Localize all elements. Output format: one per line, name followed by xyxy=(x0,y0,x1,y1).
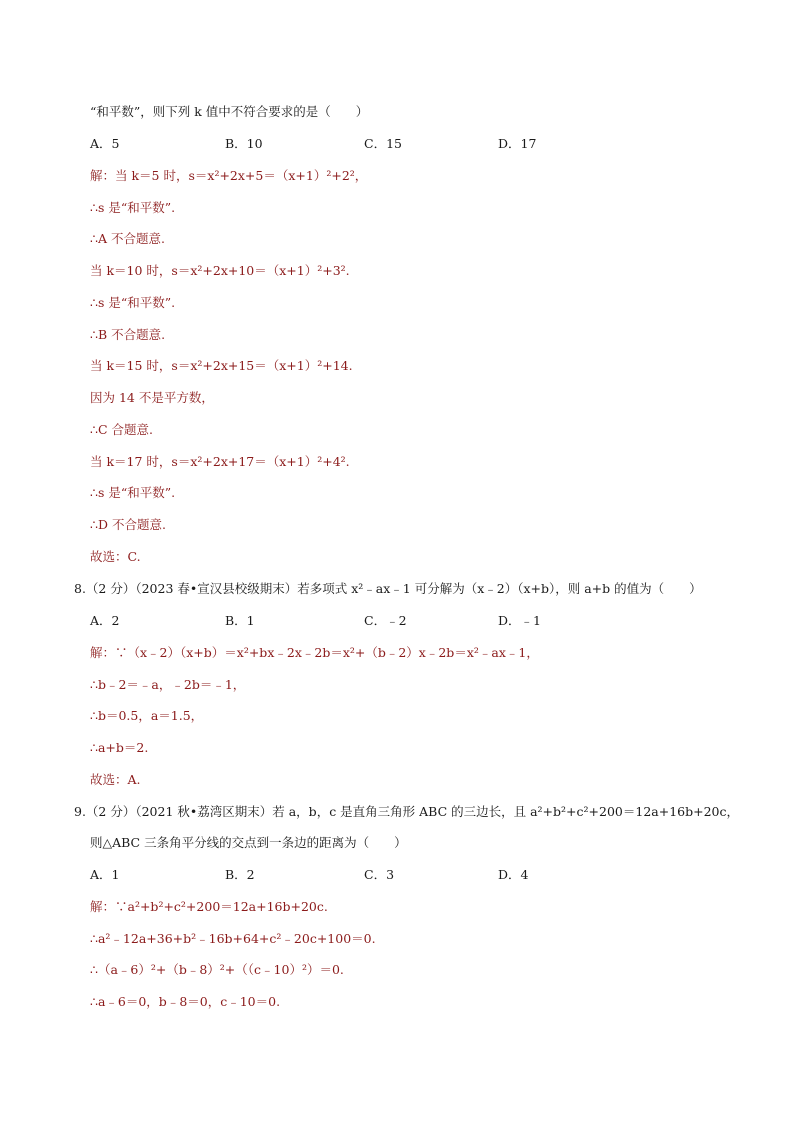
q9-option-b: B．2 xyxy=(225,867,255,882)
q9-solution-line: ∴（a﹣6）²+（b﹣8）²+（（c﹣10）²）＝0. xyxy=(90,962,344,977)
q7-solution-line: ∴C 合题意. xyxy=(90,422,153,437)
q8-option-b: B．1 xyxy=(225,613,255,628)
q7-option-b: B．10 xyxy=(225,136,263,151)
q9-stem-continued: 则△ABC 三条角平分线的交点到一条边的距离为（ ） xyxy=(90,835,407,850)
q7-solution-line: ∴A 不合题意. xyxy=(90,231,165,246)
q9-solution-line: ∴a﹣6＝0，b﹣8＝0，c﹣10＝0. xyxy=(90,994,281,1009)
q7-option-c: C．15 xyxy=(364,136,402,151)
q7-solution-line: 解：当 k＝5 时，s＝x²+2x+5＝（x+1）²+2²， xyxy=(90,168,368,183)
q7-stem-continued: “和平数”，则下列 k 值中不符合要求的是（ ） xyxy=(90,104,369,119)
q7-solution-line: ∴s 是“和平数”. xyxy=(90,200,176,215)
q7-solution-line: ∴s 是“和平数”. xyxy=(90,485,176,500)
q7-solution-line: ∴D 不合题意. xyxy=(90,517,166,532)
q7-answer: 故选：C. xyxy=(90,549,141,564)
q7-solution-line: 因为 14 不是平方数， xyxy=(90,390,214,405)
q8-option-a: A．2 xyxy=(90,613,120,628)
q8-answer: 故选：A. xyxy=(90,772,141,787)
q7-solution-line: ∴B 不合题意. xyxy=(90,327,166,342)
q7-solution-line: 当 k＝17 时，s＝x²+2x+17＝（x+1）²+4². xyxy=(90,454,350,469)
q9-option-c: C．3 xyxy=(364,867,395,882)
q9-option-a: A．1 xyxy=(90,867,120,882)
q8-solution-line: 解：∵（x﹣2）（x+b）＝x²+bx﹣2x﹣2b＝x²+（b﹣2）x﹣2b＝x²﹣ax﹣1， xyxy=(90,645,539,660)
q9-solution-line: ∴a²﹣12a+36+b²﹣16b+64+c²﹣20c+100＝0. xyxy=(90,931,376,946)
q8-option-c: C．﹣2 xyxy=(364,613,407,628)
q8-solution-line: ∴b﹣2＝﹣a，﹣2b＝﹣1， xyxy=(90,677,246,692)
q8-solution-line: ∴b＝0.5，a＝1.5， xyxy=(90,708,204,723)
q7-solution-line: 当 k＝10 时，s＝x²+2x+10＝（x+1）²+3². xyxy=(90,263,350,278)
q9-stem: 9.（2 分）（2021 秋•荔湾区期末）若 a，b，c 是直角三角形 ABC 的三边长，且 a²+b²+c²+200＝12a+16b+20c， xyxy=(74,804,739,819)
q7-solution-line: 当 k＝15 时，s＝x²+2x+15＝（x+1）²+14. xyxy=(90,358,353,373)
q7-option-d: D．17 xyxy=(498,136,537,151)
q8-solution-line: ∴a+b＝2. xyxy=(90,740,149,755)
q7-option-a: A．5 xyxy=(90,136,120,151)
q9-solution-line: 解：∵a²+b²+c²+200＝12a+16b+20c. xyxy=(90,899,328,914)
q9-option-d: D．4 xyxy=(498,867,529,882)
q8-option-d: D．﹣1 xyxy=(498,613,541,628)
q7-solution-line: ∴s 是“和平数”. xyxy=(90,295,176,310)
q8-stem: 8.（2 分）（2023 春•宣汉县校级期末）若多项式 x²﹣ax﹣1 可分解为（x﹣2）（x+b），则 a+b 的值为（ ） xyxy=(74,581,702,596)
